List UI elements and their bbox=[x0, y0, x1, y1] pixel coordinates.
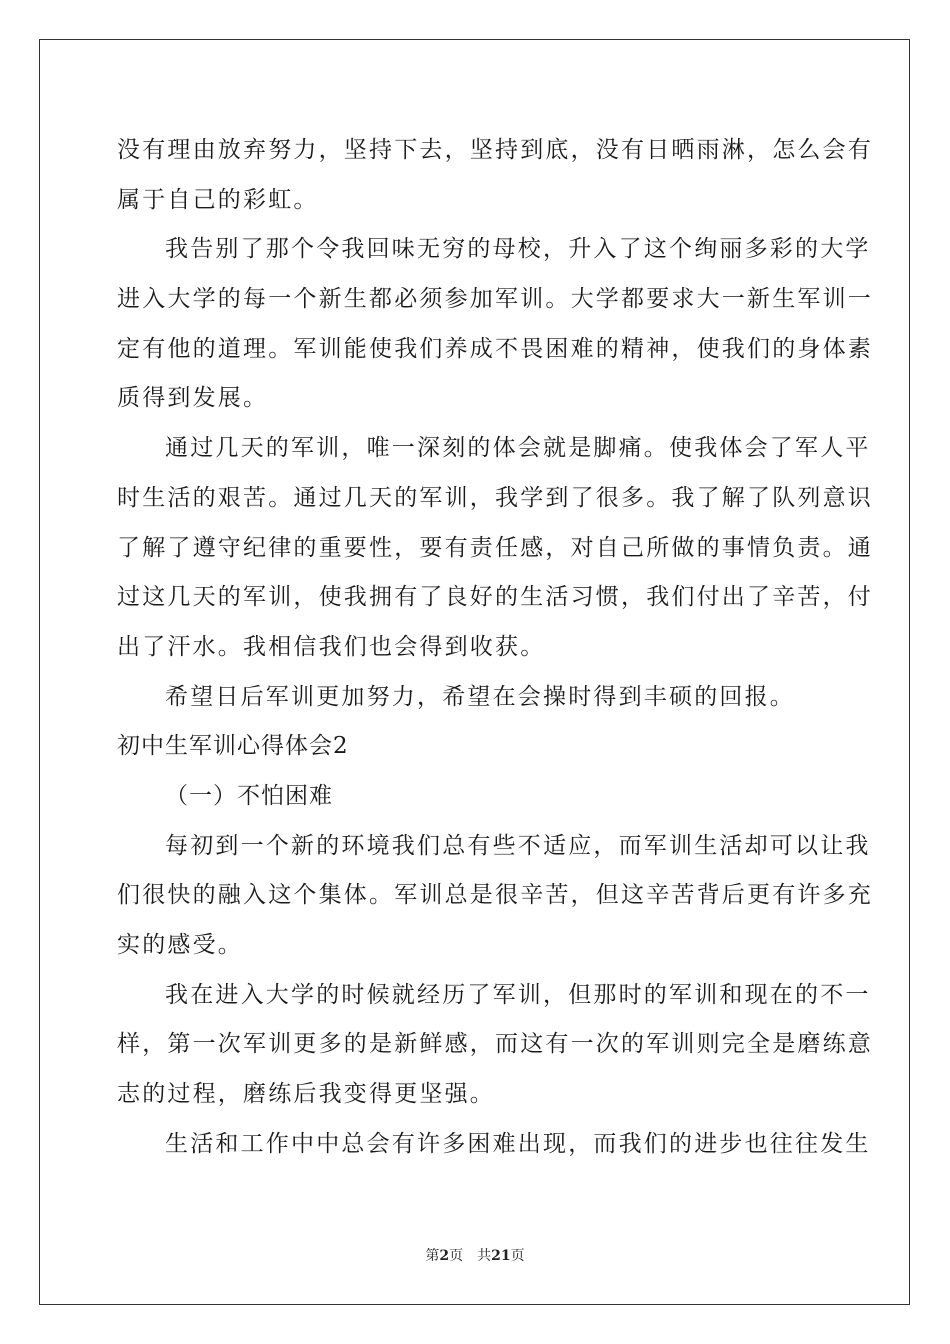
text-line: 每初到一个新的环境我们总有些不适应，而军训生活却可以让我 bbox=[165, 832, 871, 859]
text-line: 质得到发展。 bbox=[117, 385, 269, 412]
text-line: 我告别了那个令我回味无穷的母校，升入了这个绚丽多彩的大学 bbox=[165, 236, 871, 263]
text-line: 实的感受。 bbox=[117, 932, 243, 958]
section-heading: （一）不怕困难 bbox=[165, 782, 333, 809]
footer-mid: 页 共 bbox=[449, 1248, 492, 1264]
text-line: 志的过程，磨练后我变得更坚强。 bbox=[117, 1081, 495, 1108]
text-line: 我在进入大学的时候就经历了军训，但那时的军训和现在的不一 bbox=[165, 981, 871, 1008]
text-line: 希望日后军训更加努力，希望在会操时得到丰硕的回报。 bbox=[165, 683, 795, 710]
text-line: 定有他的道理。军训能使我们养成不畏困难的精神，使我们的身体素 bbox=[117, 335, 873, 362]
footer-prefix: 第 bbox=[425, 1248, 440, 1264]
text-line: 过这几天的军训，使我拥有了良好的生活习惯，我们付出了辛苦，付 bbox=[117, 584, 873, 611]
text-line: 们很快的融入这个集体。军训总是很辛苦，但这辛苦背后更有许多充 bbox=[117, 882, 873, 909]
text-line: 属于自己的彩虹。 bbox=[117, 186, 319, 213]
text-line: 没有理由放弃努力，坚持下去，坚持到底，没有日晒雨淋，怎么会有 bbox=[117, 137, 873, 163]
text-line: 出了汗水。我相信我们也会得到收获。 bbox=[117, 633, 546, 660]
page-footer bbox=[0, 1245, 950, 1265]
text-line: 通过几天的军训，唯一深刻的体会就是脚痛。使我体会了军人平 bbox=[165, 435, 871, 462]
document-body bbox=[117, 126, 873, 1169]
footer-suffix: 页 bbox=[510, 1248, 525, 1264]
text-line: 样，第一次军训更多的是新鲜感，而这有一次的军训则完全是磨练意 bbox=[117, 1031, 873, 1058]
text-line: 进入大学的每一个新生都必须参加军训。大学都要求大一新生军训一 bbox=[117, 286, 873, 313]
current-page-number: 2 bbox=[439, 1248, 450, 1264]
text-line: 生活和工作中中总会有许多困难出现，而我们的进步也往往发生 bbox=[165, 1130, 871, 1157]
section-heading: 初中生军训心得体会2 bbox=[117, 733, 349, 760]
text-line: 时生活的艰苦。通过几天的军训，我学到了很多。我了解了队列意识 bbox=[117, 484, 873, 511]
total-page-count: 21 bbox=[491, 1248, 511, 1264]
text-line: 了解了遵守纪律的重要性，要有责任感，对自己所做的事情负责。通 bbox=[117, 534, 873, 561]
